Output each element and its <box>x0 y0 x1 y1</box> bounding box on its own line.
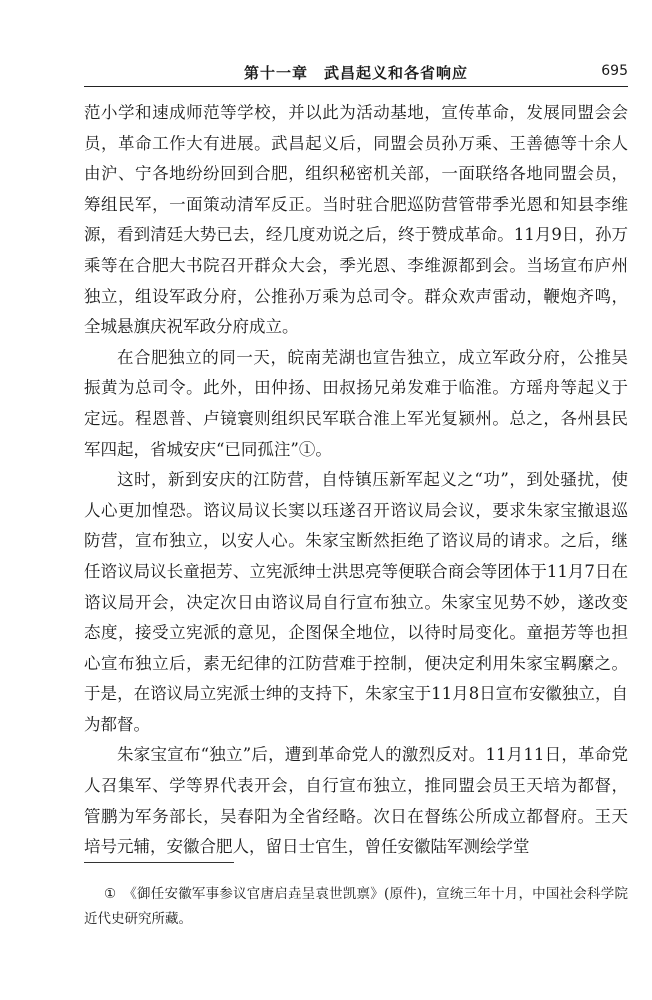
paragraph-1: 范小学和速成师范等学校，并以此为活动基地，宣传革命，发展同盟会会员，革命工作大有进展。武昌起义后，同盟会员孙万乘、王善德等十余人由沪、宁各地纷纷回到合肥，组织秘密机关部，一面联络各地同盟会员，筹组民军，一面策动清军反正。当时驻合肥巡防营管带季光恩和知县李维源，看到清廷大势已去，经几度劝说之后，终于赞成革命。11月9日，孙万乘等在合肥大书院召开群众大会，季光恩、李维源都到会。当场宣布庐州独立，组设军政分府，公推孙万乘为总司令。群众欢声雷动，鞭炮齐鸣，全城悬旗庆祝军政分府成立。 <box>84 103 628 337</box>
body-text <box>84 98 628 863</box>
footnote <box>84 882 628 932</box>
footnote-marker: ① <box>104 886 117 902</box>
paragraph-4: 朱家宝宣布“独立”后，遭到革命党人的激烈反对。11月11日，革命党人召集军、学等界代表开会，自行宣布独立，推同盟会员王天培为都督，管鹏为军务部长，吴春阳为全省经略。次日在督练公所成立都督府。王天培号元辅，安徽合肥人，留日士官生，曾任安徽陆军测绘学堂 <box>84 745 628 857</box>
paragraph-2: 在合肥独立的同一天，皖南芜湖也宣告独立，成立军政分府，公推吴振黄为总司令。此外，田仲扬、田叔扬兄弟发难于临淮。方瑶舟等起义于定远。程恩普、卢镜寰则组织民军联合淮上军光复颍州。总之，各州县民军四起，省城安庆“已同孤注”①。 <box>84 347 628 459</box>
running-header <box>84 62 628 86</box>
footnote-text: 《御任安徽军事参议官唐启垚呈袁世凯禀》(原件)，宣统三年十月，中国社会科学院近代史研究所藏。 <box>84 886 628 927</box>
paragraph-3: 这时，新到安庆的江防营，自恃镇压新军起义之“功”，到处骚扰，使人心更加惶恐。谘议局议长窦以珏遂召开谘议局会议，要求朱家宝撤退巡防营，宣布独立，以安人心。朱家宝断然拒绝了谘议局的请求。之后，继任谘议局议长童挹芳、立宪派绅士洪思亮等便联合商会等团体于11月7日在谘议局开会，决定次日由谘议局自行宣布独立。朱家宝见势不妙，遂改变态度，接受立宪派的意见，企图保全地位，以待时局变化。童挹芳等也担心宣布独立后，素无纪律的江防营难于控制，便决定利用朱家宝羁縻之。于是，在谘议局立宪派士绅的支持下，朱家宝于11月8日宣布安徽独立，自为都督。 <box>84 470 628 734</box>
footnote-rule <box>84 862 234 863</box>
page-number: 695 <box>601 63 628 79</box>
header-rule <box>84 86 628 87</box>
chapter-title: 第十一章 武昌起义和各省响应 <box>243 64 468 82</box>
